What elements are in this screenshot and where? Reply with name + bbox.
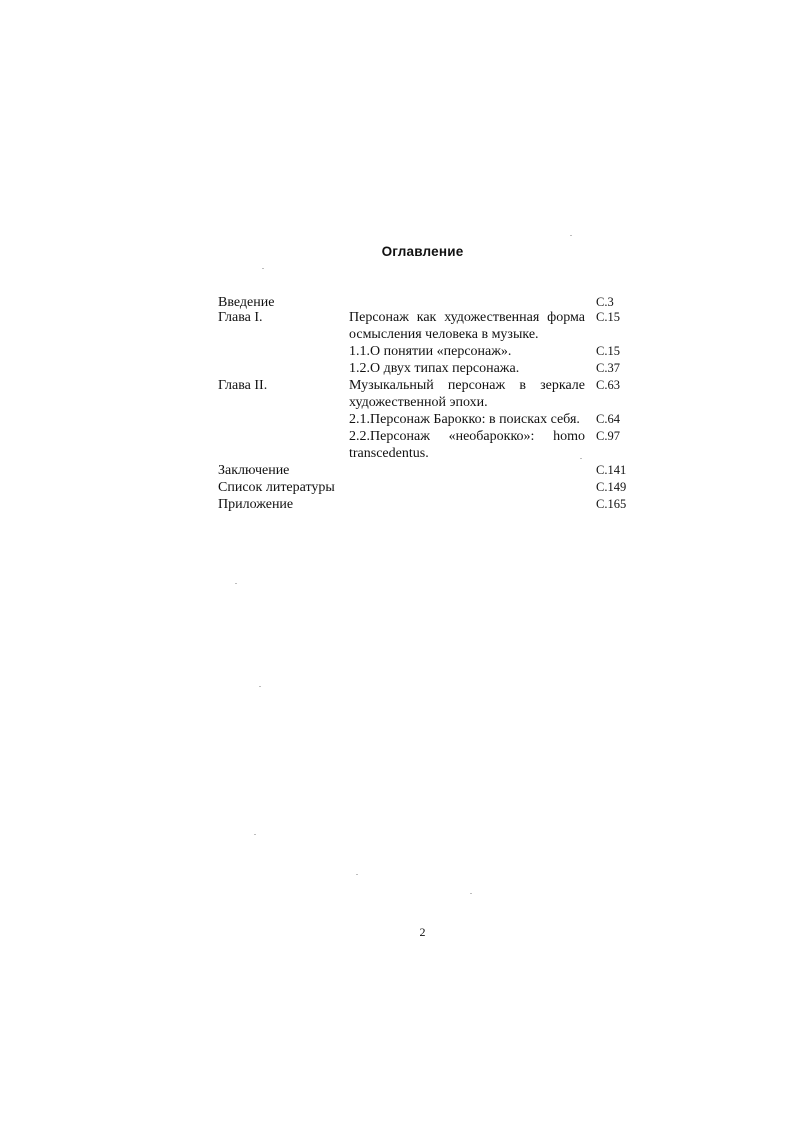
toc-page: С.165 — [596, 497, 627, 511]
page-number: 2 — [419, 925, 426, 939]
scan-speck — [570, 235, 572, 236]
toc-page: С.97 — [596, 429, 620, 443]
toc-page: С.63 — [596, 378, 620, 392]
scan-speck — [356, 874, 358, 875]
toc-page: С.15 — [596, 344, 620, 358]
toc-label: Введение — [218, 295, 275, 310]
scan-speck — [259, 686, 261, 687]
toc-title: 1.2.О двух типах персонажа. — [349, 361, 520, 376]
table-of-contents — [218, 290, 632, 513]
toc-page: С.37 — [596, 361, 620, 375]
scan-speck — [262, 268, 264, 269]
toc-page: С.3 — [596, 295, 614, 309]
scan-speck — [254, 834, 256, 835]
toc-label: Приложение — [218, 497, 294, 512]
toc-row — [218, 360, 632, 377]
toc-page: С.15 — [596, 310, 620, 324]
toc-row — [218, 428, 632, 462]
toc-row — [218, 377, 632, 411]
toc-label: Глава I. — [218, 310, 263, 325]
toc-title: 2.2.Персонаж «необарокко»: homo transcedentus. — [349, 429, 585, 461]
scan-speck — [580, 458, 582, 459]
toc-title: Музыкальный персонаж в зеркале художественной эпохи. — [349, 378, 585, 410]
toc-row — [218, 411, 632, 428]
scan-speck — [235, 583, 237, 584]
toc-row — [218, 343, 632, 360]
toc-page: С.141 — [596, 463, 627, 477]
scan-speck — [470, 893, 472, 894]
toc-heading: Оглавление — [381, 244, 464, 259]
toc-row — [218, 479, 632, 496]
toc-row — [218, 309, 632, 343]
toc-title: 1.1.О понятии «персонаж». — [349, 344, 512, 359]
toc-row — [218, 462, 632, 479]
toc-label: Заключение — [218, 463, 290, 478]
toc-page: С.64 — [596, 412, 620, 426]
toc-title: 2.1.Персонаж Барокко: в поисках себя. — [349, 412, 580, 427]
toc-label: Список литературы — [218, 480, 335, 495]
toc-row — [218, 496, 632, 513]
toc-label: Глава II. — [218, 378, 268, 393]
toc-title: Персонаж как художественная форма осмысления человека в музыке. — [349, 310, 585, 342]
toc-page: С.149 — [596, 480, 627, 494]
